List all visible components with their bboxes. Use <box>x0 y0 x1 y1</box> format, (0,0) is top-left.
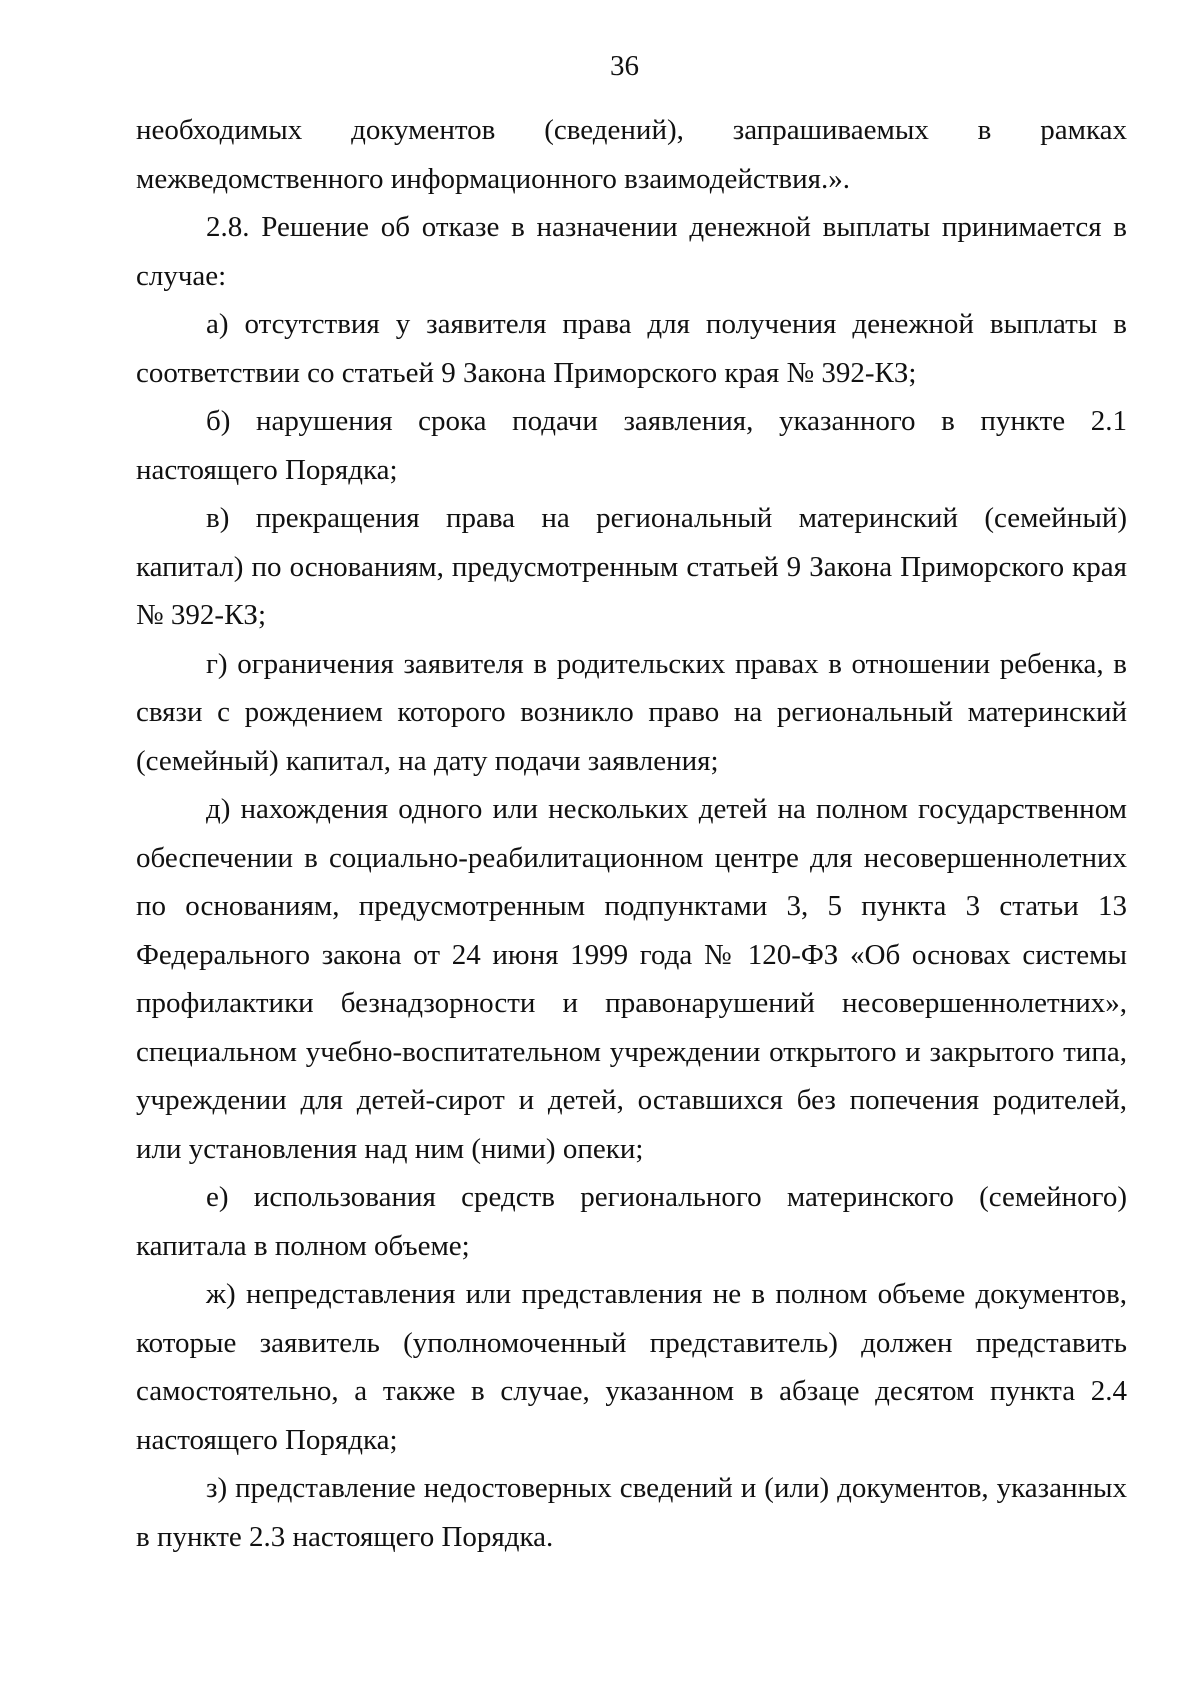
paragraph-item-e: е) использования средств регионального материнского (семейного) капитала в полном объеме; <box>136 1181 1127 1262</box>
paragraph-clause-2-8: 2.8. Решение об отказе в назначении денежной выплаты принимается в случае: <box>136 211 1127 292</box>
paragraph-item-v: в) прекращения права на региональный материнский (семейный) капитал) по основаниям, предусмотренным статьей 9 Закона Приморского края № 392-КЗ; <box>136 502 1127 631</box>
document-body <box>136 106 1127 1561</box>
page-number: 36 <box>610 50 639 82</box>
paragraph-item-zh: ж) непредставления или представления не в полном объеме документов, которые заявитель (уполномоченный представитель) должен представить самостоятельно, а также в случае, указанном в абзаце десятом пункта 2.4 настоящего Порядка; <box>136 1278 1127 1456</box>
paragraph-item-z: з) представление недостоверных сведений и (или) документов, указанных в пункте 2.3 настоящего Порядка. <box>136 1472 1127 1553</box>
paragraph-item-a: а) отсутствия у заявителя права для получения денежной выплаты в соответствии со статьей 9 Закона Приморского края № 392-КЗ; <box>136 308 1127 389</box>
paragraph-item-d: д) нахождения одного или нескольких детей на полном государственном обеспечении в социально-реабилитационном центре для несовершеннолетних по основаниям, предусмотренным подпунктами 3, 5 пункта 3 статьи 13 Федерального закона от 24 июня 1999 года № 120-ФЗ «Об основах системы профилактики безнадзорности и правонарушений несовершеннолетних», специальном учебно-воспитательном учреждении открытого и закрытого типа, учреждении для детей-сирот и детей, оставшихся без попечения родителей, или установления над ним (ними) опеки; <box>136 793 1127 1165</box>
paragraph-continuation: необходимых документов (сведений), запрашиваемых в рамках межведомственного информационного взаимодействия.». <box>136 114 1127 195</box>
paragraph-item-b: б) нарушения срока подачи заявления, указанного в пункте 2.1 настоящего Порядка; <box>136 405 1127 486</box>
paragraph-item-g: г) ограничения заявителя в родительских правах в отношении ребенка, в связи с рождением которого возникло право на региональный материнский (семейный) капитал, на дату подачи заявления; <box>136 647 1127 777</box>
